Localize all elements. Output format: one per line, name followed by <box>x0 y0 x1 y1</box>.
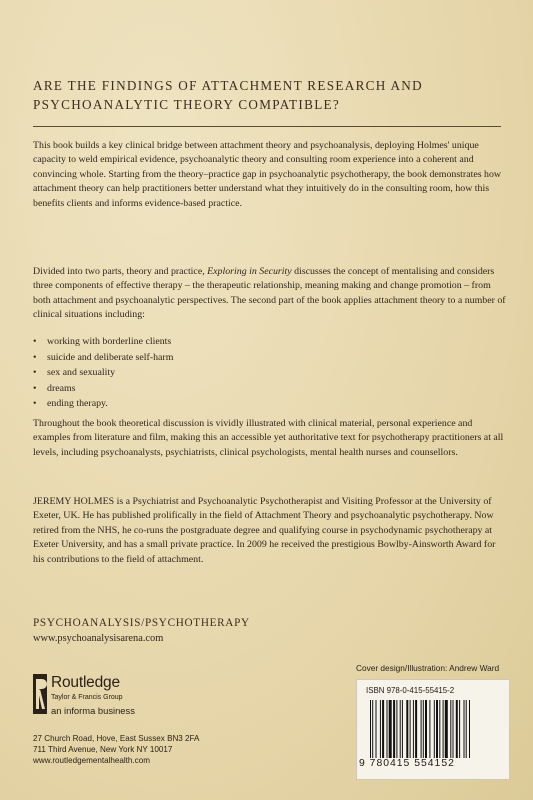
divider-rule <box>33 126 501 127</box>
website-link[interactable]: www.psychoanalysisarena.com <box>33 633 164 644</box>
description-paragraph-1: This book builds a key clinical bridge between attachment theory and psychoanalysis, deploying Holmes' unique capacity to weld empirical evidence, psychoanalytic theory and consulting room experience into a coherent and convincing whole. Starting from the theory–practice gap in psychoanalytic psychotherapy, the book demonstrates how attachment theory can help practitioners better understand what they intuitively do in the consulting room, how this benefits clients and informs evidence-based practice. <box>33 140 502 209</box>
routledge-r-icon <box>33 674 47 714</box>
paragraph-2-rest: discusses the concept of mentalising and considers three components of effective therapy – the therapeutic relationship, meaning making and change promotion – from both attachment and psychoanalytic perspectives. The second part of the book applies attachment theory to a number of clinical situations including: <box>33 266 506 321</box>
barcode-icon <box>370 700 498 758</box>
publisher-name: Routledge <box>51 674 120 691</box>
bullet-item: • working with borderline clients <box>33 334 173 350</box>
publisher-tagline: an informa business <box>51 705 135 716</box>
address-line: 27 Church Road, Hove, East Sussex BN3 2FA <box>33 734 200 743</box>
isbn-label: ISBN 978-0-415-55415-2 <box>366 686 455 695</box>
author-bio: JEREMY HOLMES is a Psychiatrist and Psychoanalytic Psychotherapist and Visiting Professor at the University of Exeter, UK. He has published prolifically in the field of Attachment Theory and psychoanalytic psychotherapy. Now retired from the NHS, he co-runs the postgraduate degree and qualifying course in psychodynamic psychotherapy at Exeter University, and has a small private practice. In 2009 he received the prestigious Bowlby-Ainsworth Award for his contributions to the field of attachment. <box>33 496 496 565</box>
publisher-group: Taylor & Francis Group <box>51 694 123 701</box>
headline: ARE THE FINDINGS OF ATTACHMENT RESEARCH AND PSYCHOANALYTIC THEORY COMPATIBLE? <box>33 78 423 112</box>
subject-category: PSYCHOANALYSIS/PSYCHOTHERAPY <box>33 617 250 629</box>
address-line: 711 Third Avenue, New York NY 10017 <box>33 745 173 755</box>
publisher-address <box>33 733 199 766</box>
book-title-italic: Exploring in Security <box>207 266 292 277</box>
description-paragraph-3: Throughout the book theoretical discussion is vividly illustrated with clinical material, personal experience and examples from literature and film, making this an accessible yet authoritative text for psychotherapy practitioners at all levels, including psychoanalysts, psychiatrists, clinical psychologists, mental health nurses and counsellors. <box>33 418 504 458</box>
publisher-logo <box>33 671 213 727</box>
bullet-item: • sex and sexuality <box>33 365 173 381</box>
paragraph-2-lead: Divided into two parts, theory and practice, <box>33 266 208 277</box>
publisher-website[interactable]: www.routledgementalhealth.com <box>33 756 150 766</box>
bullet-item: • suicide and deliberate self-harm <box>33 350 173 366</box>
barcode-digits: 9 780415 554152 <box>359 758 455 769</box>
bullet-item: • dreams <box>33 381 173 397</box>
topics-bullet-list <box>33 334 173 412</box>
barcode-panel <box>356 679 510 780</box>
bullet-item: • ending therapy. <box>33 396 173 412</box>
description-paragraph-2 <box>33 265 508 323</box>
cover-credit: Cover design/Illustration: Andrew Ward <box>356 663 500 673</box>
